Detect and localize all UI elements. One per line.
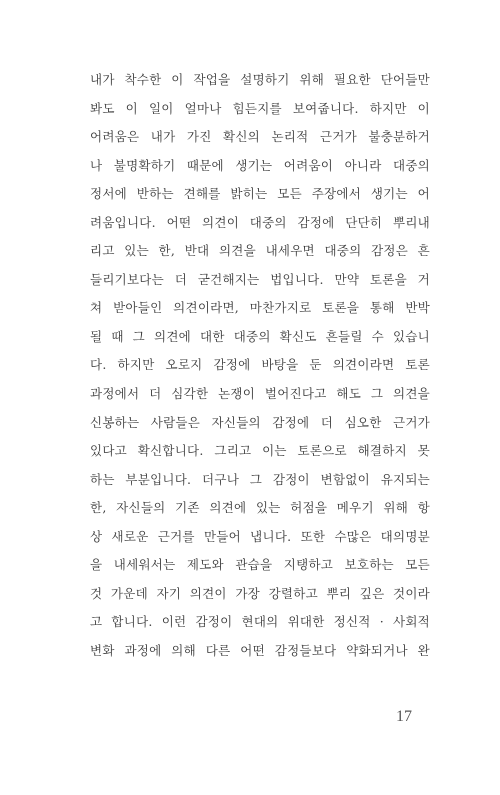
text-line-7: 리고 있는 한, 반대 의견을 내세우면 대중의 감정은 흔 <box>90 243 430 259</box>
text-line-18: 을 내세워서는 제도와 관습을 지탱하고 보호하는 모든 <box>90 557 430 573</box>
text-line-2: 봐도 이 일이 얼마나 힘든지를 보여줍니다. 하지만 이 <box>90 100 430 116</box>
text-line-20: 고 합니다. 이런 감정이 현대의 위대한 정신적 · 사회적 <box>90 614 430 630</box>
text-line-14: 있다고 확신합니다. 그리고 이는 토론으로 해결하지 못 <box>90 443 430 459</box>
text-line-17: 상 새로운 근거를 만들어 냅니다. 또한 수많은 대의명분 <box>90 528 430 544</box>
text-line-4: 나 불명확하기 때문에 생기는 어려움이 아니라 대중의 <box>90 157 430 173</box>
text-line-3: 어려움은 내가 가진 확신의 논리적 근거가 불충분하거 <box>90 129 430 145</box>
text-line-9: 쳐 받아들인 의견이라면, 마찬가지로 토론을 통해 반박 <box>90 300 430 316</box>
page-number: 17 <box>396 708 412 725</box>
text-line-1: 내가 착수한 이 작업을 설명하기 위해 필요한 단어들만 <box>90 72 430 87</box>
text-line-8: 들리기보다는 더 굳건해지는 법입니다. 만약 토론을 거 <box>90 271 430 287</box>
text-line-21: 변화 과정에 의해 다른 어떤 감정들보다 약화되거나 완 <box>90 642 430 658</box>
text-line-13: 신봉하는 사람들은 자신들의 감정에 더 심오한 근거가 <box>90 414 430 430</box>
text-line-19: 것 가운데 자기 의견이 가장 강렬하고 뿌리 깊은 것이라 <box>90 585 430 601</box>
text-line-15: 하는 부분입니다. 더구나 그 감정이 변함없이 유지되는 <box>90 471 430 487</box>
text-line-12: 과정에서 더 심각한 논쟁이 벌어진다고 해도 그 의견을 <box>90 386 430 402</box>
text-line-16: 한, 자신들의 기존 의견에 있는 허점을 메우기 위해 항 <box>90 500 430 516</box>
body-text <box>90 66 430 665</box>
text-line-6: 려움입니다. 어떤 의견이 대중의 감정에 단단히 뿌리내 <box>90 214 430 230</box>
text-line-5: 정서에 반하는 견해를 밝히는 모든 주장에서 생기는 어 <box>90 186 430 202</box>
text-line-11: 다. 하지만 오로지 감정에 바탕을 둔 의견이라면 토론 <box>90 357 430 373</box>
text-line-10: 될 때 그 의견에 대한 대중의 확신도 흔들릴 수 있습니 <box>90 328 430 344</box>
